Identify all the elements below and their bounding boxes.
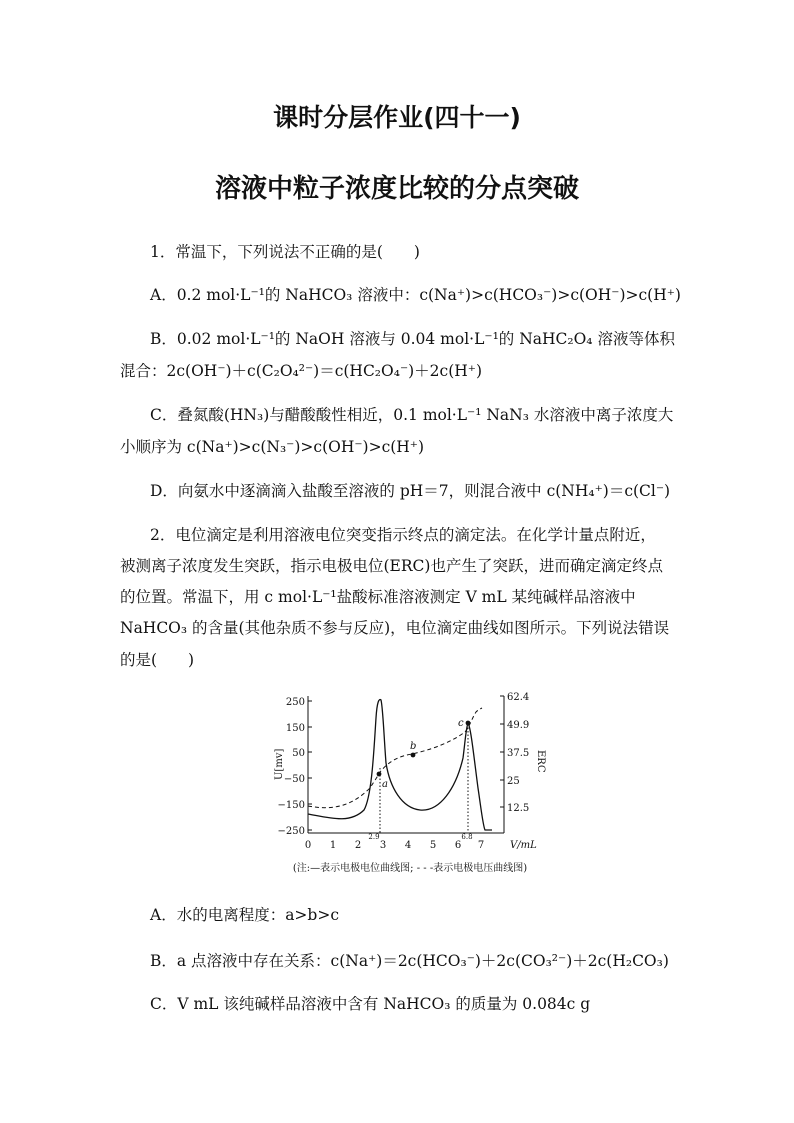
- point-b: [411, 753, 416, 758]
- point-c-label: c: [458, 718, 464, 729]
- x-mark-label: 2.9: [368, 833, 380, 841]
- q1-option-a: A．0.2 mol·L⁻¹的 NaHCO₃ 溶液中：c(Na⁺)>c(HCO₃⁻)>c(OH⁻)>c(H⁺): [150, 286, 681, 304]
- point-c: [466, 721, 471, 726]
- x-axis-label: V/mL: [510, 840, 537, 851]
- worksheet-subtitle: 溶液中粒子浓度比较的分点突破: [214, 174, 579, 204]
- x-tick-label: 0: [304, 840, 312, 851]
- q2-option-a: A．水的电离程度：a>b>c: [150, 906, 340, 924]
- left-tick-label: −250: [277, 826, 305, 837]
- q2-option-c: C．V mL 该纯碱样品溶液中含有 NaHCO₃ 的质量为 0.084c g: [150, 995, 591, 1013]
- x-tick-label: 7: [477, 840, 485, 851]
- x-mark-label: 6.8: [461, 833, 473, 841]
- q1-option-d: D．向氨水中逐滴滴入盐酸至溶液的 pH＝7，则混合液中 c(NH₄⁺)＝c(Cl⁻): [150, 482, 671, 500]
- q2-stem-line2: 被测离子浓度发生突跃，指示电极电位(ERC)也产生了突跃，进而确定滴定终点: [120, 557, 663, 575]
- left-ticks: [308, 701, 312, 830]
- left-tick-label: 150: [285, 723, 305, 734]
- left-tick-label: −150: [277, 800, 305, 811]
- right-tick-label: 37.5: [507, 748, 530, 759]
- left-tick-label: 250: [285, 697, 305, 708]
- y-left-axis-label: U[mv]: [274, 748, 285, 780]
- worksheet-title: 课时分层作业(四十一): [273, 103, 521, 132]
- x-tick-label: 3: [379, 840, 387, 851]
- x-tick-label: 4: [404, 840, 412, 851]
- left-tick-label: 50: [292, 748, 305, 759]
- x-tick-label: 6: [454, 840, 462, 851]
- x-tick-label: 2: [354, 840, 362, 851]
- x-tick-label: 1: [329, 840, 337, 851]
- q2-option-b: B．a 点溶液中存在关系：c(Na⁺)＝2c(HCO₃⁻)＋2c(CO₃²⁻)＋2c(H₂CO₃): [150, 952, 669, 970]
- q2-stem-line4: NaHCO₃ 的含量(其他杂质不参与反应)，电位滴定曲线如图所示。下列说法错误: [120, 619, 670, 637]
- potential-curve: [308, 700, 492, 830]
- q1-option-b-line1: B．0.02 mol·L⁻¹的 NaOH 溶液与 0.04 mol·L⁻¹的 NaHC₂O₄ 溶液等体积: [150, 330, 675, 348]
- titration-curve-figure: [260, 688, 560, 880]
- y-right-axis-label: ERC: [535, 750, 546, 773]
- q2-stem-line1: 2．电位滴定是利用溶液电位突变指示终点的滴定法。在化学计量点附近，: [150, 526, 656, 544]
- q1-stem: 1．常温下，下列说法不正确的是( ): [150, 243, 420, 261]
- right-tick-label: 62.4: [507, 692, 530, 703]
- right-tick-label: 25: [507, 776, 520, 787]
- point-a-label: a: [382, 779, 388, 790]
- right-tick-label: 49.9: [507, 720, 530, 731]
- q2-stem-line3: 的位置。常温下，用 c mol·L⁻¹盐酸标准溶液测定 V mL 某纯碱样品溶液中: [120, 588, 636, 606]
- q1-option-b-line2: 混合：2c(OH⁻)＋c(C₂O₄²⁻)＝c(HC₂O₄⁻)＋2c(H⁺): [120, 362, 483, 380]
- left-tick-label: −50: [283, 774, 305, 785]
- point-b-label: b: [410, 741, 417, 752]
- q1-option-c-line2: 小顺序为 c(Na⁺)>c(N₃⁻)>c(OH⁻)>c(H⁺): [120, 438, 425, 456]
- x-tick-label: 5: [429, 840, 437, 851]
- figure-note: (注:—表示电极电位曲线图; - - -表示电极电压曲线图): [292, 863, 528, 874]
- voltage-curve: [308, 708, 482, 808]
- right-tick-label: 12.5: [507, 803, 530, 814]
- q2-stem-line5: 的是( ): [120, 651, 195, 669]
- point-a: [377, 772, 382, 777]
- right-ticks: [500, 696, 504, 807]
- q1-option-c-line1: C．叠氮酸(HN₃)与醋酸酸性相近，0.1 mol·L⁻¹ NaN₃ 水溶液中离子浓度大: [150, 406, 674, 424]
